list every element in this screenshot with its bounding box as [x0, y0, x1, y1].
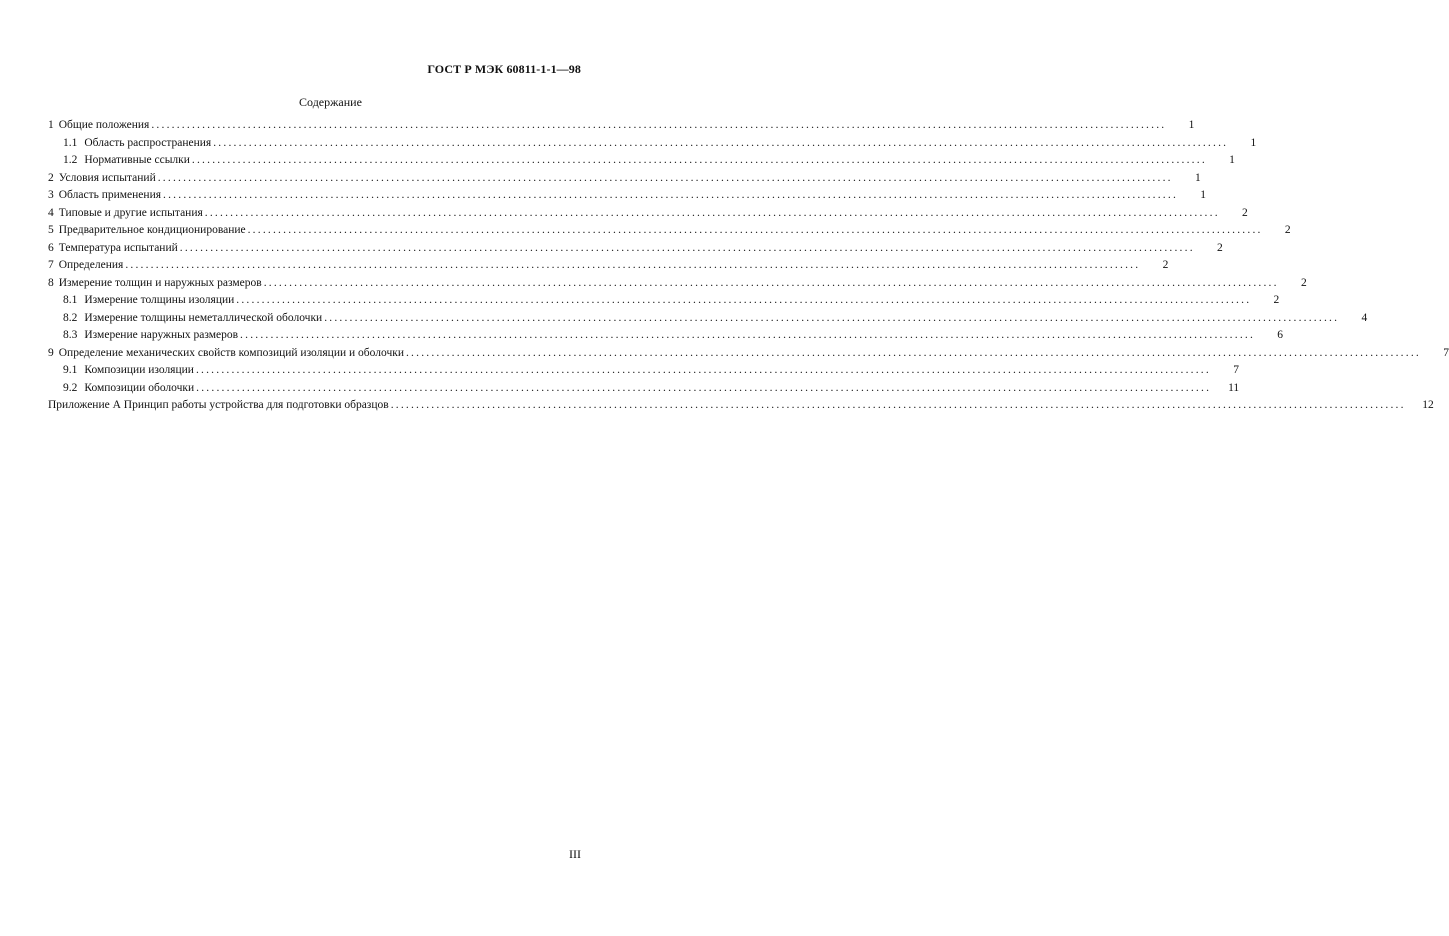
- toc-entry-number: 9.2: [63, 381, 78, 394]
- toc-entry-number: 8.3: [63, 329, 78, 341]
- toc-entry-page: 1: [1250, 136, 1257, 149]
- toc-leader-dots: ........................................................................................................................................................................................................: [125, 259, 1141, 271]
- toc-entry: [48, 346, 1449, 365]
- toc-entry-label: Определение механических свойств композиций изоляции и оболочки: [58, 346, 404, 359]
- toc-entry-label: Измерение толщин и наружных размеров: [58, 276, 262, 289]
- toc-entry: [48, 189, 1207, 207]
- toc-entry-label: Измерение толщины изоляции: [84, 294, 235, 306]
- toc-entry: [48, 294, 1280, 312]
- toc-leader-dots: ........................................................................................................................................................................................................: [151, 119, 1167, 131]
- toc-entry-number: 4: [48, 206, 54, 219]
- toc-entry-page: 1: [1200, 189, 1207, 201]
- toc-leader-dots: ........................................................................................................................................................................................................: [163, 189, 1179, 201]
- toc-entry-label: Измерение наружных размеров: [84, 329, 239, 341]
- toc-entry-label: Область распространения: [84, 136, 212, 149]
- toc-entry: [48, 171, 1201, 190]
- toc-entry: [48, 276, 1307, 295]
- toc-entry-page: 2: [1217, 241, 1223, 254]
- toc-leader-dots: ........................................................................................................................................................................................................: [195, 364, 1211, 376]
- toc-entry-page: 7: [1443, 346, 1449, 359]
- toc-entry-label: Приложение А Принцип работы устройства для подготовки образцов: [48, 399, 389, 411]
- toc-entry: [48, 311, 1368, 330]
- toc-leader-dots: ........................................................................................................................................................................................................: [157, 171, 1173, 184]
- toc-entry-page: 12: [1422, 399, 1434, 411]
- toc-entry-page: 2: [1273, 294, 1280, 306]
- toc-entry: [48, 329, 1284, 347]
- toc-entry: [48, 381, 1240, 400]
- toc-entry: [48, 206, 1248, 225]
- toc-entry-number: 8: [48, 276, 54, 289]
- toc-entry-page: 2: [1300, 276, 1307, 289]
- toc-entry-label: Композиции изоляции: [84, 364, 194, 376]
- toc-entry-label: Условия испытаний: [58, 171, 156, 184]
- toc-entry-number: 1.2: [63, 154, 78, 166]
- toc-leader-dots: ........................................................................................................................................................................................................: [213, 136, 1229, 149]
- toc-entry-page: 2: [1162, 259, 1169, 271]
- toc-title: Содержание: [299, 95, 362, 109]
- toc-entry-page: 4: [1361, 311, 1368, 324]
- toc-entry-page: 1: [1194, 171, 1201, 184]
- toc-entry-number: 2: [48, 171, 54, 184]
- toc-leader-dots: ........................................................................................................................................................................................................: [263, 276, 1279, 289]
- toc-entry: [48, 154, 1235, 172]
- toc-leader-dots: ........................................................................................................................................................................................................: [196, 381, 1212, 394]
- toc-entry-label: Определения: [58, 259, 124, 271]
- page-number: III: [569, 847, 581, 861]
- toc-entry-page: 1: [1188, 119, 1195, 131]
- toc-leader-dots: ........................................................................................................................................................................................................: [179, 241, 1195, 254]
- toc-leader-dots: ........................................................................................................................................................................................................: [191, 154, 1207, 166]
- toc-entry-appendix: [48, 399, 1434, 417]
- toc-leader-dots: ........................................................................................................................................................................................................: [390, 399, 1406, 411]
- toc-entry-number: 8.2: [63, 311, 78, 324]
- toc-entry-label: Типовые и другие испытания: [58, 206, 203, 219]
- toc-entry-page: 1: [1229, 154, 1235, 166]
- toc-entry-label: Температура испытаний: [58, 241, 178, 254]
- toc-entry-number: 7: [48, 259, 54, 271]
- toc-entry-number: 8.1: [63, 294, 78, 306]
- toc-leader-dots: ........................................................................................................................................................................................................: [236, 294, 1252, 306]
- toc-entry-number: 1.1: [63, 136, 78, 149]
- toc-entry: [48, 259, 1169, 277]
- toc-entry: [48, 119, 1195, 137]
- toc-leader-dots: ........................................................................................................................................................................................................: [240, 329, 1256, 341]
- toc-entry-label: Область применения: [58, 189, 162, 201]
- toc-entry-label: Нормативные ссылки: [84, 154, 190, 166]
- toc-entry-number: 9: [48, 346, 54, 359]
- toc-entry-page: 7: [1233, 364, 1239, 376]
- toc-entry-page: 6: [1277, 329, 1284, 341]
- toc-entry-number: 9.1: [63, 364, 78, 376]
- toc-leader-dots: ........................................................................................................................................................................................................: [405, 346, 1421, 359]
- toc-entry-label: Измерение толщины неметаллической оболочки: [84, 311, 323, 324]
- toc-entry: [48, 136, 1257, 155]
- toc-entry: [48, 224, 1291, 242]
- toc-leader-dots: ........................................................................................................................................................................................................: [247, 224, 1263, 236]
- toc-entry-label: Композиции оболочки: [84, 381, 195, 394]
- toc-entry-page: 11: [1228, 381, 1240, 394]
- toc-leader-dots: ........................................................................................................................................................................................................: [204, 206, 1220, 219]
- toc-entry-number: 1: [48, 119, 54, 131]
- standard-code-header: ГОСТ Р МЭК 60811-1-1—98: [427, 62, 581, 76]
- toc-entry-number: 3: [48, 189, 54, 201]
- table-of-contents: [48, 119, 1449, 417]
- toc-entry-page: 2: [1242, 206, 1248, 219]
- toc-entry-page: 2: [1284, 224, 1291, 236]
- toc-entry-number: 6: [48, 241, 54, 254]
- toc-entry-number: 5: [48, 224, 54, 236]
- toc-entry-label: Предварительное кондиционирование: [58, 224, 246, 236]
- toc-entry: [48, 241, 1223, 260]
- toc-entry: [48, 364, 1239, 382]
- toc-entry-label: Общие положения: [58, 119, 150, 131]
- toc-leader-dots: ........................................................................................................................................................................................................: [324, 311, 1340, 324]
